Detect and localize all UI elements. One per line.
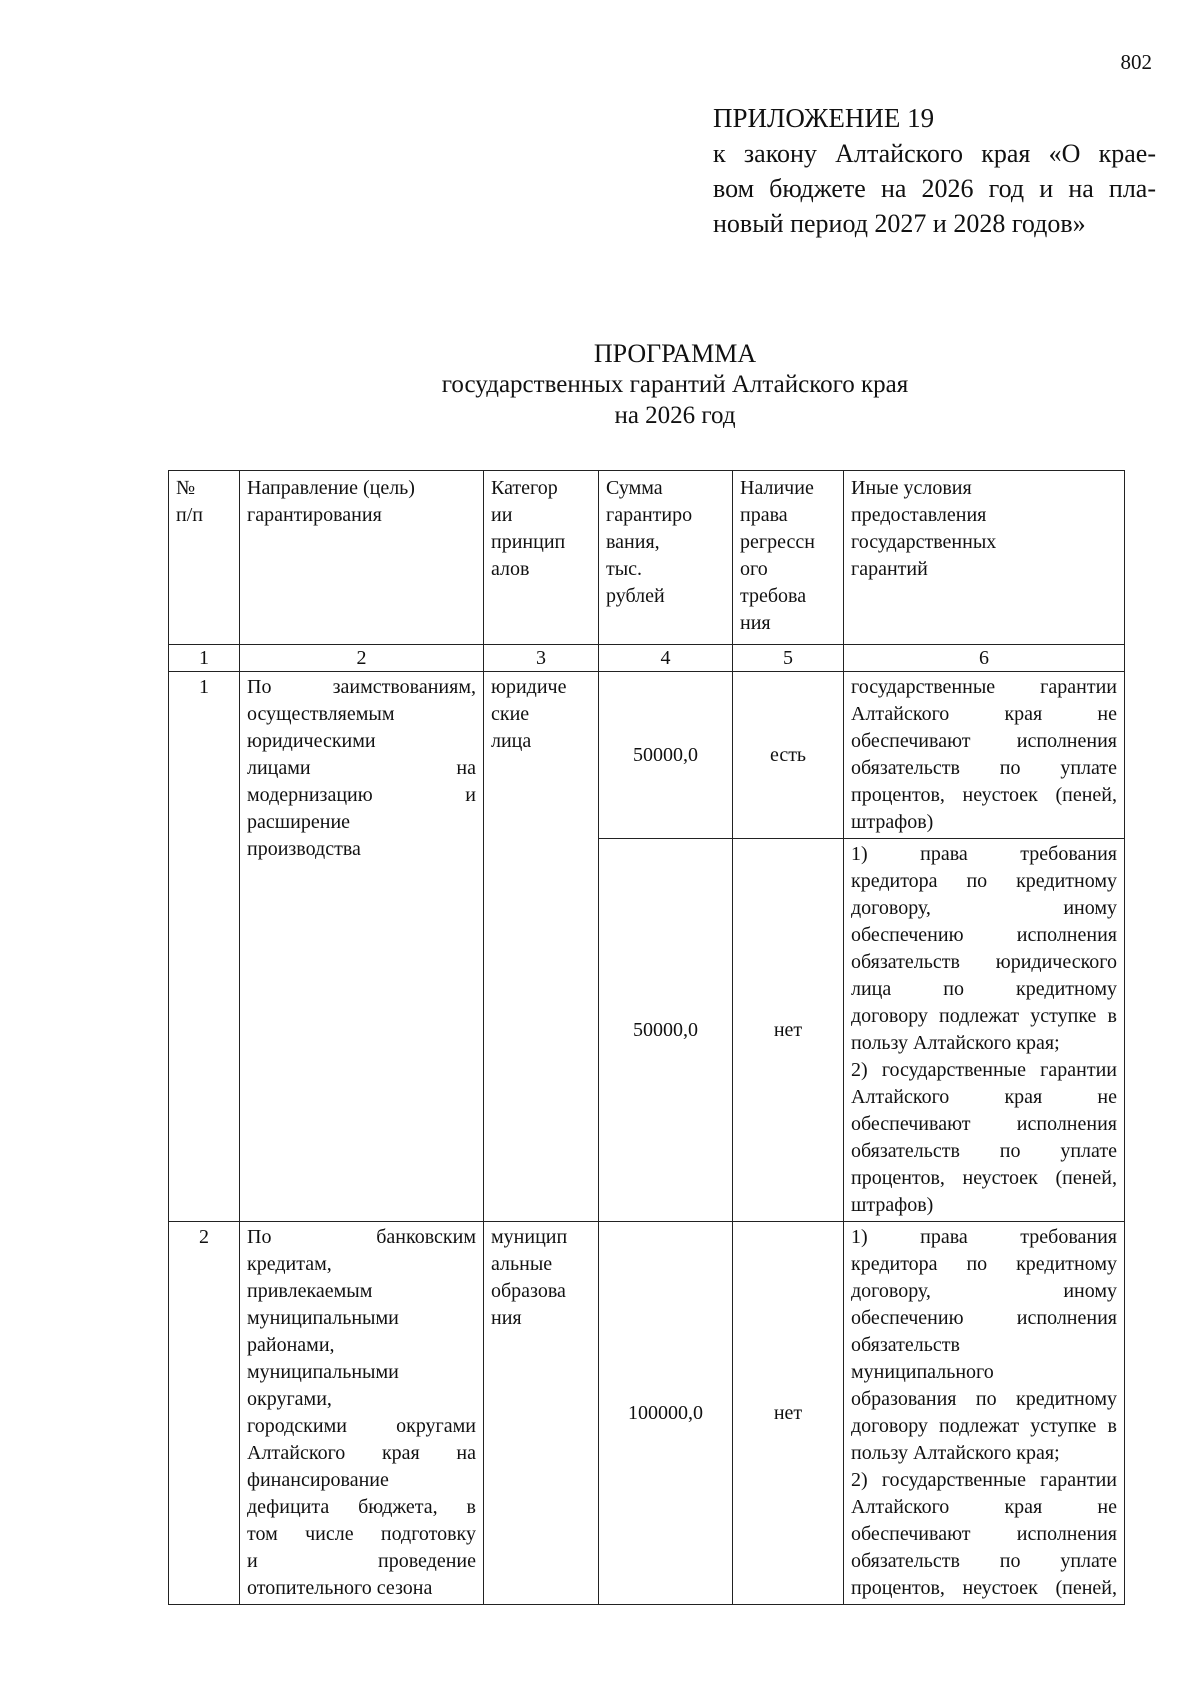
text-line: процентов, неустоек (пеней, — [851, 784, 1117, 806]
text-line: вания, — [606, 531, 660, 553]
text-line: процентов, неустоек (пеней, — [851, 1577, 1117, 1599]
text-line: ии — [491, 504, 513, 526]
text-line: требова — [740, 585, 807, 607]
text-line: дефицита бюджета, в — [247, 1496, 476, 1518]
text-line: и проведение — [247, 1550, 476, 1572]
text-line: обязательств юридического — [851, 951, 1117, 973]
guarantees-table — [168, 470, 1125, 1605]
text-line: принцип — [491, 531, 566, 553]
text-line: алов — [491, 558, 530, 580]
header-cell-conditions — [844, 471, 1125, 645]
regress-cell: есть — [733, 672, 844, 839]
column-number: 5 — [733, 645, 844, 672]
text-line: государственных — [851, 531, 997, 553]
text-line: лица — [491, 730, 532, 752]
text-line: Алтайского края на — [247, 1442, 476, 1464]
text-line: обеспечению исполнения — [851, 924, 1117, 946]
page-number: 802 — [1120, 50, 1152, 74]
text-line: Иные условия — [851, 477, 972, 499]
text-line: кредитора по кредитному — [851, 1253, 1117, 1275]
text-line: пользу Алтайского края; — [851, 1442, 1060, 1464]
document-heading — [0, 338, 1200, 431]
text-line: договору, иному — [851, 1280, 1117, 1302]
text-line: обеспечению исполнения — [851, 1307, 1117, 1329]
text-line: муниципальными — [247, 1307, 399, 1329]
text-line: расширение — [247, 811, 351, 833]
text-line: ния — [491, 1307, 522, 1329]
column-number: 1 — [169, 645, 240, 672]
text-line: пользу Алтайского края; — [851, 1032, 1060, 1054]
text-line: городскими округами — [247, 1415, 476, 1437]
document-year: на 2026 год — [614, 402, 736, 429]
text-line: штрафов) — [851, 1194, 934, 1216]
column-number-row — [169, 645, 1125, 672]
column-number: 4 — [599, 645, 733, 672]
text-line: ские — [491, 703, 530, 725]
text-line: 1) права требования — [851, 1226, 1117, 1248]
text-line: По заимствованиям, — [247, 676, 476, 698]
text-line: регрессн — [740, 531, 815, 553]
text-line: Сумма — [606, 477, 663, 499]
text-line: кредитора по кредитному — [851, 870, 1117, 892]
text-line: обязательств по уплате — [851, 757, 1117, 779]
text-line: обязательств — [851, 1334, 960, 1356]
text-line: 1) права требования — [851, 843, 1117, 865]
appendix-line: новый период 2027 и 2028 годов» — [713, 209, 1086, 238]
appendix-title: ПРИЛОЖЕНИЕ 19 — [713, 103, 935, 133]
appendix-block — [713, 101, 1156, 241]
text-line: Алтайского края не — [851, 1086, 1117, 1108]
text-line: обеспечивают исполнения — [851, 1113, 1117, 1135]
text-line: лицами на — [247, 757, 476, 779]
text-line: По банковским — [247, 1226, 476, 1248]
text-line: ого — [740, 558, 768, 580]
text-line: штрафов) — [851, 811, 934, 833]
appendix-line: вом бюджете на 2026 год и на пла- — [713, 174, 1156, 203]
category-cell — [484, 1222, 599, 1605]
table-row — [169, 1222, 1125, 1605]
text-line: 2) государственные гарантии — [851, 1469, 1117, 1491]
text-line: округами, — [247, 1388, 332, 1410]
text-line: обязательств по уплате — [851, 1550, 1117, 1572]
amount-cell: 50000,0 — [599, 672, 733, 839]
regress-cell: нет — [733, 1222, 844, 1605]
text-line: предоставления — [851, 504, 987, 526]
text-line: муницип — [491, 1226, 568, 1248]
text-line: гарантий — [851, 558, 928, 580]
header-cell-direction — [240, 471, 484, 645]
text-line: обеспечивают исполнения — [851, 730, 1117, 752]
text-line: муниципального — [851, 1361, 994, 1383]
text-line: районами, — [247, 1334, 335, 1356]
text-line: кредитам, — [247, 1253, 332, 1275]
appendix-line: к закону Алтайского края «О крае- — [713, 139, 1156, 168]
amount-cell: 100000,0 — [599, 1222, 733, 1605]
text-line: обязательств по уплате — [851, 1140, 1117, 1162]
text-line: лица по кредитному — [851, 978, 1117, 1000]
text-line: тыс. — [606, 558, 643, 580]
regress-cell: нет — [733, 839, 844, 1222]
row-number: 1 — [169, 672, 240, 1222]
column-number: 2 — [240, 645, 484, 672]
text-line: привлекаемым — [247, 1280, 373, 1302]
text-line: отопительного сезона — [247, 1577, 433, 1599]
text-line: Категор — [491, 477, 558, 499]
header-cell-amount — [599, 471, 733, 645]
text-line: юридическими — [247, 730, 376, 752]
text-line: рублей — [606, 585, 665, 607]
conditions-cell — [844, 839, 1125, 1222]
text-line: Наличие — [740, 477, 814, 499]
header-cell-category — [484, 471, 599, 645]
text-line: Алтайского края не — [851, 703, 1117, 725]
text-line: производства — [247, 838, 361, 860]
text-line: № — [176, 477, 196, 499]
text-line: гарантиро — [606, 504, 693, 526]
text-line: финансирование — [247, 1469, 389, 1491]
amount-cell: 50000,0 — [599, 839, 733, 1222]
conditions-cell — [844, 1222, 1125, 1605]
table-row — [169, 672, 1125, 839]
header-cell-number — [169, 471, 240, 645]
text-line: образова — [491, 1280, 566, 1302]
row-number: 2 — [169, 1222, 240, 1605]
text-line: обеспечивают исполнения — [851, 1523, 1117, 1545]
text-line: государственные гарантии — [851, 676, 1117, 698]
text-line: договору, иному — [851, 897, 1117, 919]
text-line: процентов, неустоек (пеней, — [851, 1167, 1117, 1189]
text-line: ния — [740, 612, 771, 634]
text-line: гарантирования — [247, 504, 382, 526]
text-line: осуществляемым — [247, 703, 395, 725]
text-line: 2) государственные гарантии — [851, 1059, 1117, 1081]
text-line: образования по кредитному — [851, 1388, 1117, 1410]
header-cell-regress — [733, 471, 844, 645]
category-cell — [484, 672, 599, 1222]
text-line: модернизацию и — [247, 784, 476, 806]
document-subtitle: государственных гарантий Алтайского края — [441, 371, 909, 398]
text-line: Направление (цель) — [247, 477, 415, 499]
text-line: том числе подготовку — [247, 1523, 476, 1545]
direction-cell — [240, 1222, 484, 1605]
text-line: альные — [491, 1253, 553, 1275]
text-line: права — [740, 504, 788, 526]
column-number: 6 — [844, 645, 1125, 672]
conditions-cell — [844, 672, 1125, 839]
text-line: Алтайского края не — [851, 1496, 1117, 1518]
text-line: муниципальными — [247, 1361, 399, 1383]
text-line: юридиче — [491, 676, 567, 698]
text-line: договору подлежат уступке в — [851, 1005, 1117, 1027]
text-line: договору подлежат уступке в — [851, 1415, 1117, 1437]
document-title: ПРОГРАММА — [593, 339, 757, 368]
column-number: 3 — [484, 645, 599, 672]
direction-cell — [240, 672, 484, 1222]
table-header-row — [169, 471, 1125, 645]
text-line: п/п — [176, 504, 203, 526]
